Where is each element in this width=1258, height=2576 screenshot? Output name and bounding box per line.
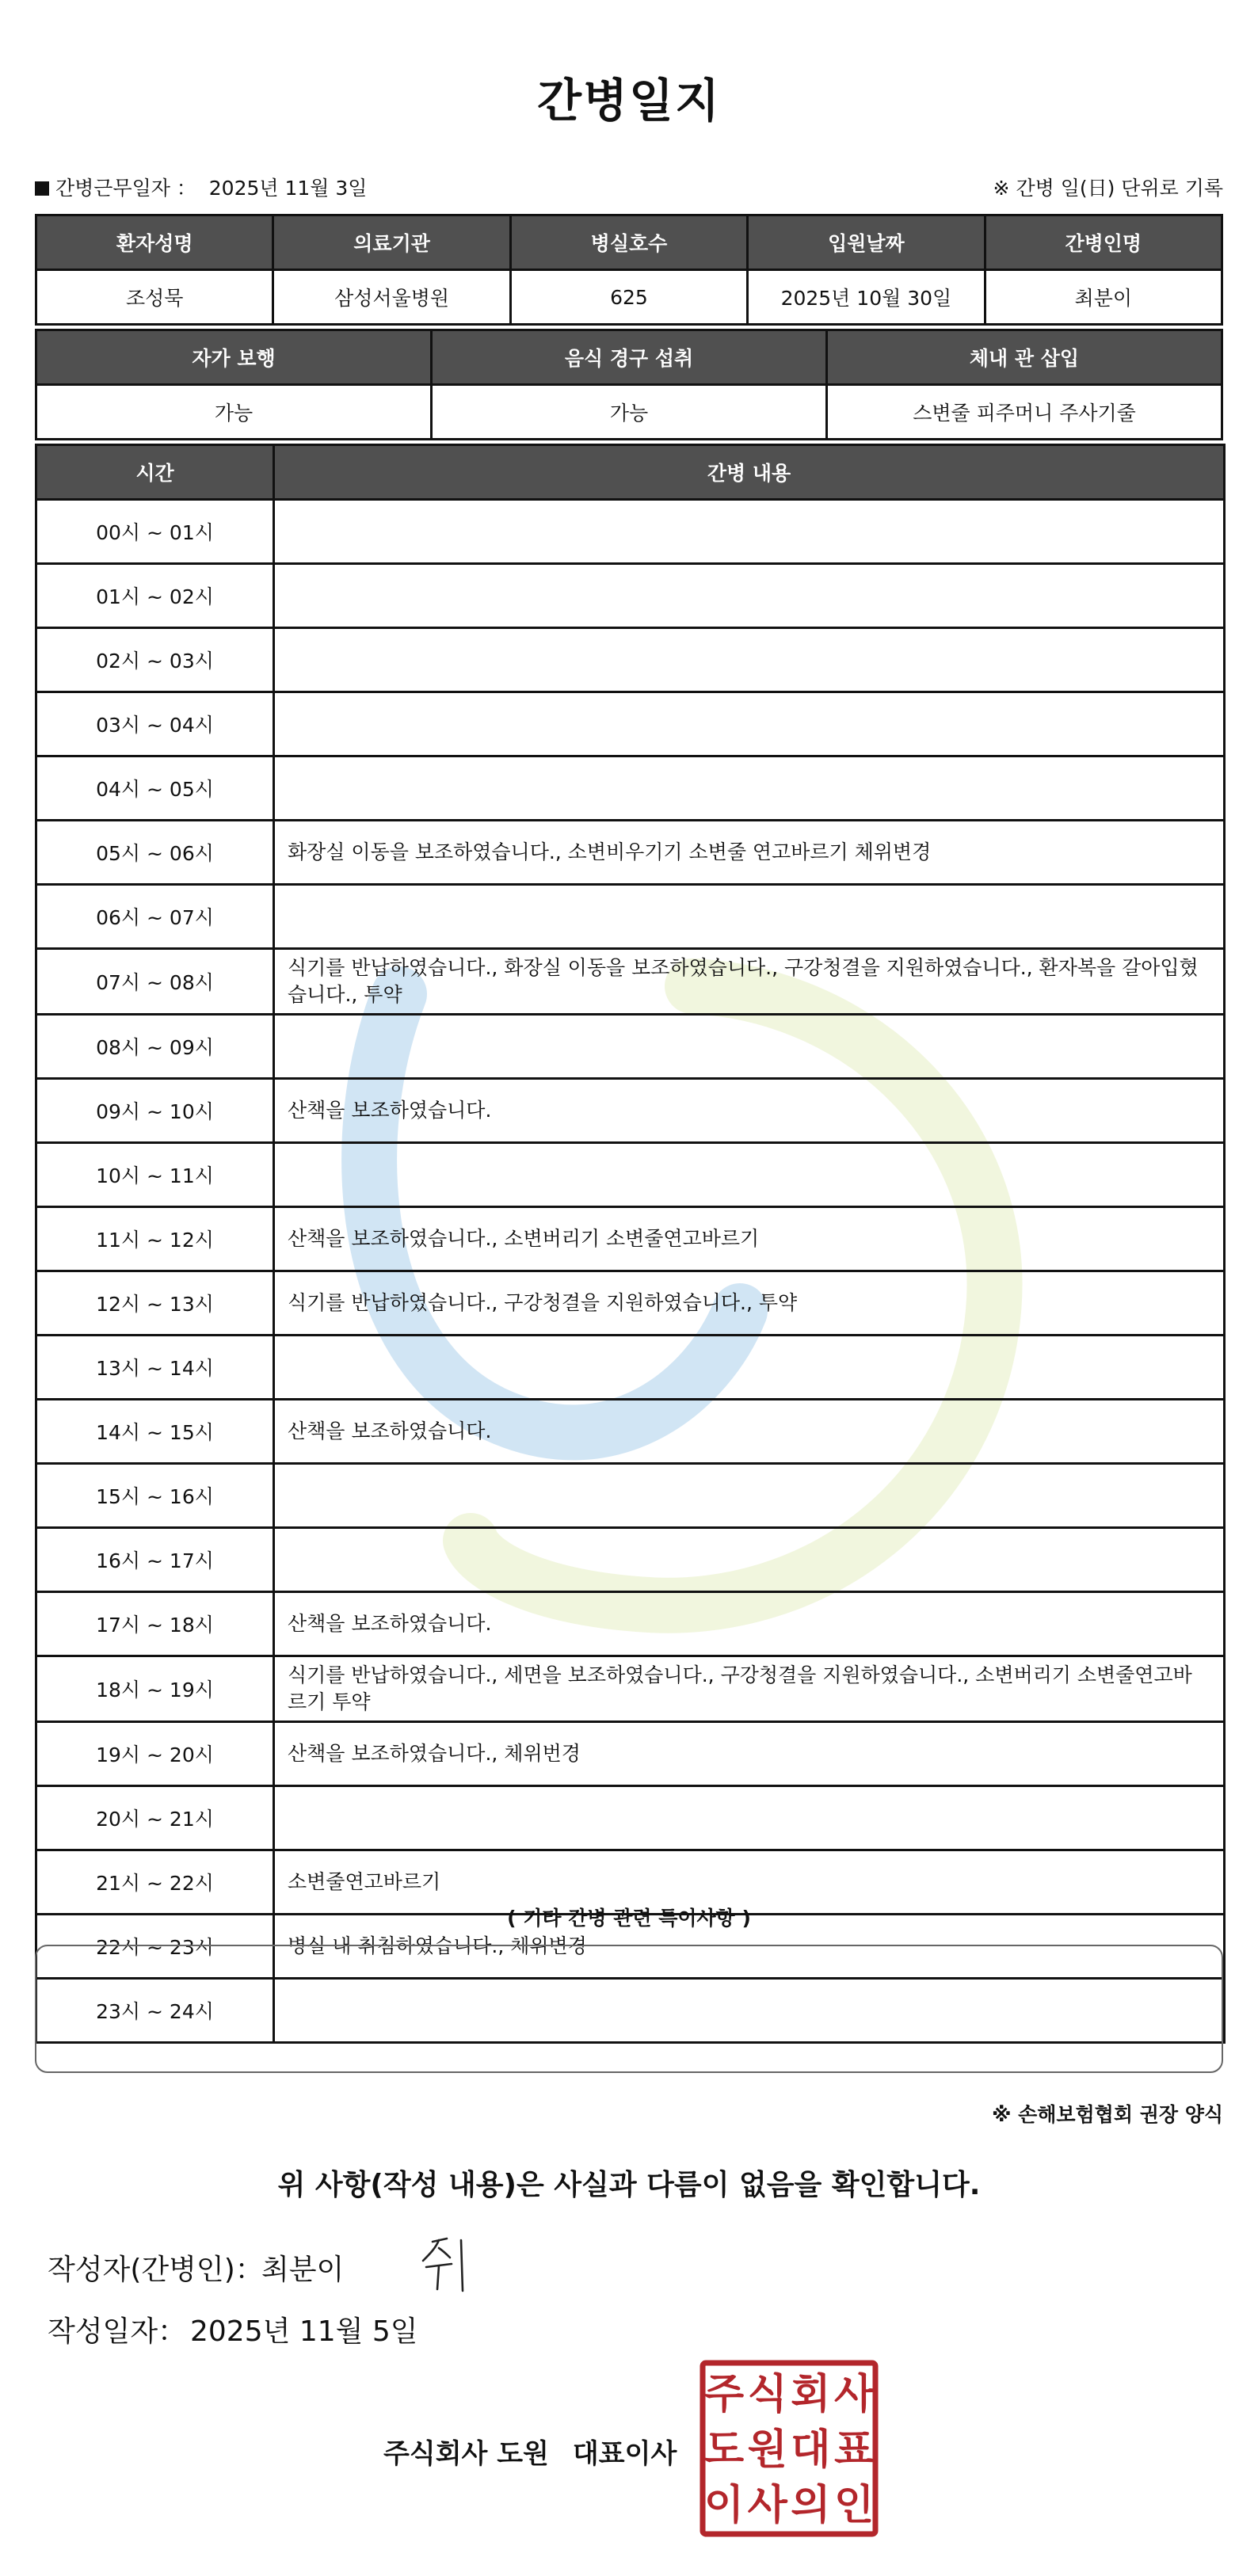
document-title: 간병일지 — [536, 74, 722, 128]
oral-intake-value: 가능 — [432, 385, 827, 440]
log-row — [36, 500, 1225, 564]
log-row — [36, 1786, 1225, 1850]
header-patient-name: 환자성명 — [36, 215, 273, 270]
tube-insertion-value: 스변줄 피주머니 주사기줄 — [827, 385, 1222, 440]
log-row — [36, 1079, 1225, 1143]
log-content — [274, 1143, 1225, 1207]
log-content: 산책을 보조하였습니다. — [274, 1400, 1225, 1464]
seal-character: 주 — [703, 2371, 745, 2418]
log-content: 산책을 보조하였습니다. — [274, 1079, 1225, 1143]
log-content — [274, 885, 1225, 949]
log-content: 산책을 보조하였습니다., 소변버리기 소변줄연고바르기 — [274, 1207, 1225, 1271]
log-time: 04시 ~ 05시 — [36, 756, 274, 821]
log-content: 병실 내 취침하였습니다., 체위변경 — [274, 1915, 1225, 1979]
patient-status-table — [35, 329, 1223, 440]
company-name: 주식회사 도원 — [383, 2438, 549, 2470]
log-time: 10시 ~ 11시 — [36, 1143, 274, 1207]
log-time: 22시 ~ 23시 — [36, 1915, 274, 1979]
log-content: 화장실 이동을 보조하였습니다., 소변비우기기 소변줄 연고바르기 체위변경 — [274, 821, 1225, 885]
log-time: 23시 ~ 24시 — [36, 1979, 274, 2043]
log-row — [36, 1207, 1225, 1271]
log-row — [36, 1528, 1225, 1592]
log-time: 17시 ~ 18시 — [36, 1592, 274, 1656]
log-content: 소변줄연고바르기 — [274, 1850, 1225, 1915]
log-content — [274, 500, 1225, 564]
log-time: 16시 ~ 17시 — [36, 1528, 274, 1592]
seal-character: 회 — [791, 2371, 831, 2418]
log-row — [36, 756, 1225, 821]
seal-character: 식 — [747, 2371, 787, 2418]
caregiver-name: 최분이 — [985, 270, 1222, 325]
log-row — [36, 949, 1225, 1015]
log-row — [36, 564, 1225, 628]
log-time: 06시 ~ 07시 — [36, 885, 274, 949]
log-content: 산책을 보조하였습니다., 체위번경 — [274, 1722, 1225, 1786]
log-content — [274, 564, 1225, 628]
company-role: 대표이사 — [572, 2438, 677, 2470]
self-walking-value: 가능 — [36, 385, 432, 440]
log-content — [274, 756, 1225, 821]
work-date-label: 간병근무일자 ： — [55, 177, 196, 200]
patient-info-table — [35, 214, 1223, 326]
log-time: 11시 ~ 12시 — [36, 1207, 274, 1271]
company-seal-stamp — [699, 2359, 879, 2538]
log-row — [36, 1464, 1225, 1528]
author-label: 작성자(간병인)： — [48, 2254, 264, 2286]
header-care-content: 간병 내용 — [274, 445, 1225, 500]
log-row — [36, 1656, 1225, 1722]
written-date-value: 2025년 11월 5일 — [190, 2315, 418, 2348]
log-row — [36, 628, 1225, 692]
log-row — [36, 1336, 1225, 1400]
log-time: 03시 ~ 04시 — [36, 692, 274, 756]
header-admission-date: 입원날짜 — [748, 215, 985, 270]
log-time: 14시 ~ 15시 — [36, 1400, 274, 1464]
header-room-number: 병실호수 — [510, 215, 747, 270]
author-name: 최분이 — [261, 2254, 345, 2286]
seal-character: 인 — [833, 2482, 875, 2529]
log-time: 18시 ~ 19시 — [36, 1656, 274, 1722]
seal-character: 이 — [703, 2482, 745, 2529]
room-number: 625 — [510, 270, 747, 325]
notes-box — [35, 1945, 1223, 2073]
log-time: 08시 ~ 09시 — [36, 1015, 274, 1079]
admission-date: 2025년 10월 30일 — [748, 270, 985, 325]
log-row — [36, 1592, 1225, 1656]
seal-character: 대 — [791, 2426, 831, 2474]
header-caregiver-name: 간병인명 — [985, 215, 1222, 270]
seal-character: 의 — [791, 2482, 831, 2529]
care-log-rows — [36, 500, 1225, 2043]
work-date-value: 2025년 11월 3일 — [208, 177, 368, 200]
header-time: 시간 — [36, 445, 274, 500]
log-content — [274, 1786, 1225, 1850]
document-page — [35, 0, 1223, 2576]
log-row — [36, 821, 1225, 885]
log-row — [36, 1271, 1225, 1336]
log-row — [36, 1015, 1225, 1079]
confirmation-statement: 위 사항(작성 내용)은 사실과 다름이 없음을 확인합니다. — [277, 2169, 981, 2201]
company-signature-line — [383, 2432, 677, 2471]
log-time: 07시 ~ 08시 — [36, 949, 274, 1015]
log-row — [36, 1722, 1225, 1786]
log-time: 12시 ~ 13시 — [36, 1271, 274, 1336]
log-content — [274, 1464, 1225, 1528]
log-content: 식기를 반납하였습니다., 화장실 이동을 보조하였습니다., 구강청결을 지원하였습니다., 환자복을 갈아입혔습니다., 투약 — [274, 949, 1225, 1015]
header-hospital: 의료기관 — [273, 215, 510, 270]
log-row — [36, 692, 1225, 756]
recommend-note: ※ 손해보험협회 권장 양식 — [992, 2103, 1223, 2126]
log-time: 01시 ~ 02시 — [36, 564, 274, 628]
log-time: 19시 ~ 20시 — [36, 1722, 274, 1786]
square-bullet-icon — [35, 181, 49, 196]
log-time: 05시 ~ 06시 — [36, 821, 274, 885]
log-content — [274, 1015, 1225, 1079]
seal-character: 사 — [833, 2371, 875, 2418]
log-content — [274, 1336, 1225, 1400]
log-content: 식기를 반납하였습니다., 세면을 보조하였습니다., 구강청결을 지원하였습니다., 소변버리기 소변줄연고바르기 투약 — [274, 1656, 1225, 1722]
work-date-line — [35, 173, 367, 201]
care-log-table — [35, 444, 1226, 2044]
log-time: 20시 ~ 21시 — [36, 1786, 274, 1850]
notes-title: ( 기타 간병 관련 특이사항 ) — [507, 1907, 751, 1930]
log-time: 00시 ~ 01시 — [36, 500, 274, 564]
log-time: 09시 ~ 10시 — [36, 1079, 274, 1143]
handwritten-signature — [415, 2234, 486, 2297]
log-time: 13시 ~ 14시 — [36, 1336, 274, 1400]
log-content — [274, 628, 1225, 692]
hospital-name: 삼성서울병원 — [273, 270, 510, 325]
log-content — [274, 1528, 1225, 1592]
seal-character: 사 — [747, 2482, 787, 2529]
log-content: 식기를 반납하였습니다., 구강청결을 지원하였습니다., 투약 — [274, 1271, 1225, 1336]
seal-character: 표 — [833, 2426, 875, 2474]
seal-character: 원 — [747, 2426, 787, 2474]
log-row — [36, 885, 1225, 949]
log-time: 02시 ~ 03시 — [36, 628, 274, 692]
log-content — [274, 692, 1225, 756]
header-self-walking: 자가 보행 — [36, 330, 432, 385]
unit-note: ※ 간병 일(日) 단위로 기록 — [993, 177, 1223, 200]
header-oral-intake: 음식 경구 섭취 — [432, 330, 827, 385]
patient-name: 조성묵 — [36, 270, 273, 325]
log-row — [36, 1400, 1225, 1464]
log-row — [36, 1143, 1225, 1207]
log-content: 산책을 보조하였습니다. — [274, 1592, 1225, 1656]
written-date-label: 작성일자： — [48, 2315, 187, 2348]
log-time: 15시 ~ 16시 — [36, 1464, 274, 1528]
seal-character: 도 — [703, 2426, 745, 2474]
header-tube-insertion: 체내 관 삽입 — [827, 330, 1222, 385]
log-time: 21시 ~ 22시 — [36, 1850, 274, 1915]
